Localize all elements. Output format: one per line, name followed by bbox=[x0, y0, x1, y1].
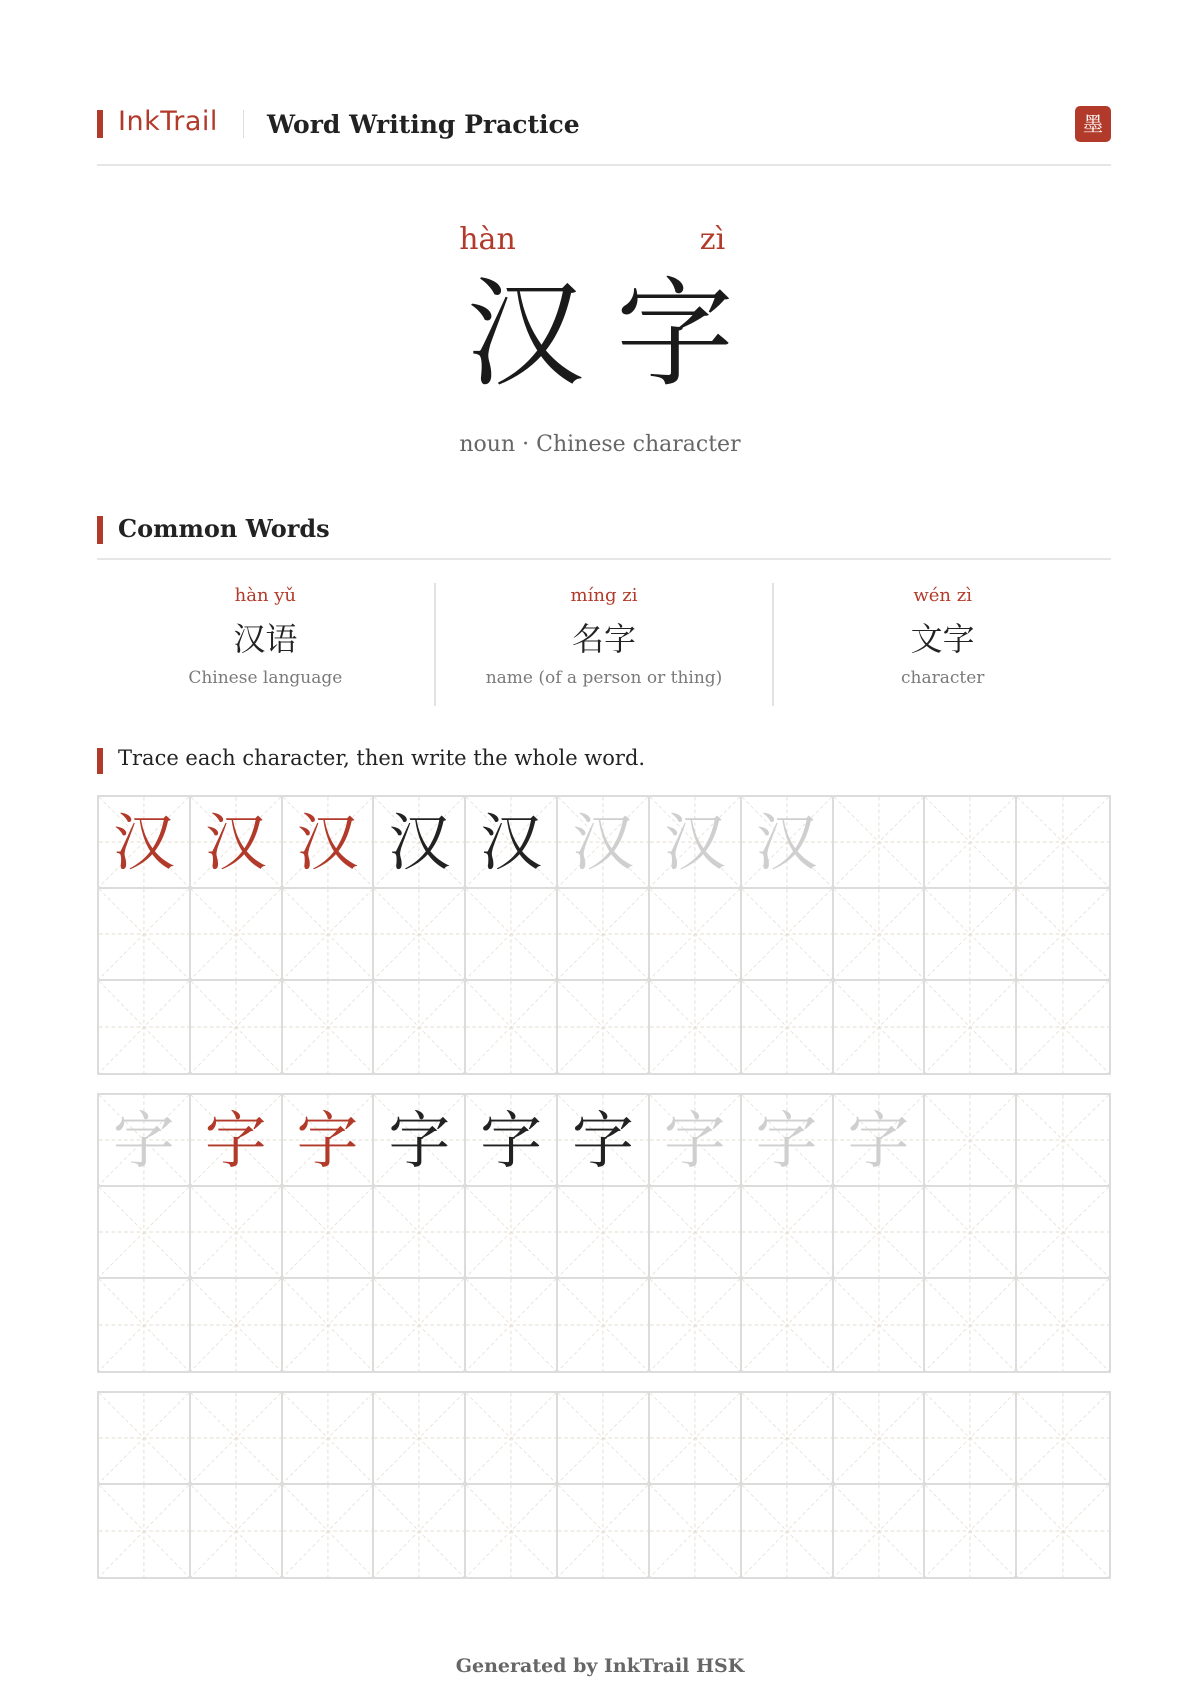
practice-cell bbox=[283, 1279, 375, 1371]
practice-cell bbox=[650, 1393, 742, 1485]
practice-cell bbox=[466, 1279, 558, 1371]
footer-text: Generated by InkTrail HSK bbox=[455, 1655, 745, 1677]
practice-cell bbox=[650, 797, 742, 889]
practice-cell bbox=[925, 1095, 1017, 1187]
practice-cell bbox=[191, 1095, 283, 1187]
trace-character: 字 bbox=[112, 1104, 175, 1177]
common-word-hanzi: 汉语 bbox=[233, 620, 298, 658]
practice-cell bbox=[191, 889, 283, 981]
word-gloss: noun · Chinese character bbox=[459, 432, 741, 457]
practice-cell bbox=[650, 1095, 742, 1187]
practice-cell bbox=[1017, 1393, 1109, 1485]
practice-cell bbox=[558, 1485, 650, 1577]
instruction-text: Trace each character, then write the whole word. bbox=[118, 746, 646, 770]
practice-cell bbox=[925, 1485, 1017, 1577]
practice-cell bbox=[742, 981, 834, 1073]
practice-cell bbox=[558, 981, 650, 1073]
practice-cell bbox=[742, 1393, 834, 1485]
pinyin-1: hàn bbox=[459, 222, 516, 257]
practice-cell bbox=[558, 1095, 650, 1187]
practice-cell bbox=[466, 1485, 558, 1577]
section-title: Common Words bbox=[118, 514, 330, 543]
practice-cell bbox=[650, 1187, 742, 1279]
practice-cell bbox=[191, 1187, 283, 1279]
hanzi-2: 字 bbox=[615, 265, 734, 403]
page-title: Word Writing Practice bbox=[267, 110, 580, 139]
common-word bbox=[774, 583, 1111, 706]
practice-cell bbox=[834, 1279, 926, 1371]
practice-cell bbox=[466, 1393, 558, 1485]
practice-cell bbox=[374, 1485, 466, 1577]
practice-cell bbox=[1017, 1485, 1109, 1577]
practice-cell bbox=[283, 889, 375, 981]
practice-cell bbox=[558, 1279, 650, 1371]
practice-cell bbox=[834, 889, 926, 981]
trace-character: 汉 bbox=[112, 806, 175, 879]
practice-cell bbox=[283, 981, 375, 1073]
pinyin-row bbox=[0, 222, 1200, 257]
pinyin-2: zì bbox=[699, 222, 726, 257]
practice-cell bbox=[466, 1095, 558, 1187]
trace-character: 字 bbox=[847, 1104, 910, 1177]
common-word bbox=[97, 583, 436, 706]
practice-cell bbox=[374, 797, 466, 889]
practice-cell bbox=[742, 889, 834, 981]
practice-cell bbox=[99, 1187, 191, 1279]
common-word bbox=[436, 583, 775, 706]
practice-cell bbox=[191, 1485, 283, 1577]
practice-cell bbox=[1017, 1095, 1109, 1187]
practice-cell bbox=[1017, 797, 1109, 889]
practice-cell bbox=[650, 1485, 742, 1577]
trace-character: 字 bbox=[296, 1104, 359, 1177]
practice-cell bbox=[834, 1485, 926, 1577]
instruction bbox=[97, 746, 1111, 774]
practice-cell bbox=[283, 797, 375, 889]
practice-cell bbox=[283, 1485, 375, 1577]
common-word-meaning: character bbox=[900, 668, 985, 688]
practice-cell bbox=[466, 981, 558, 1073]
practice-cell bbox=[99, 1485, 191, 1577]
practice-cell bbox=[558, 1187, 650, 1279]
trace-character: 汉 bbox=[480, 806, 543, 879]
practice-cell bbox=[466, 1187, 558, 1279]
practice-cell bbox=[834, 1095, 926, 1187]
practice-cell bbox=[191, 981, 283, 1073]
common-word-pinyin: hàn yǔ bbox=[234, 585, 297, 606]
practice-cell bbox=[374, 981, 466, 1073]
practice-grid-3 bbox=[97, 1391, 1111, 1579]
practice-cell bbox=[374, 1095, 466, 1187]
common-words-heading bbox=[97, 512, 1111, 560]
practice-cell bbox=[1017, 1187, 1109, 1279]
practice-cell bbox=[925, 1279, 1017, 1371]
common-word-pinyin: wén zì bbox=[913, 585, 972, 606]
practice-cell bbox=[466, 797, 558, 889]
trace-character: 汉 bbox=[296, 806, 359, 879]
practice-cell bbox=[925, 981, 1017, 1073]
practice-cell bbox=[742, 1485, 834, 1577]
practice-cell bbox=[191, 797, 283, 889]
practice-cell bbox=[834, 1187, 926, 1279]
practice-cell bbox=[283, 1393, 375, 1485]
practice-cell bbox=[650, 981, 742, 1073]
section-accent-bar bbox=[97, 516, 103, 544]
page-header bbox=[97, 98, 1111, 166]
practice-cell bbox=[558, 797, 650, 889]
trace-character: 字 bbox=[755, 1104, 818, 1177]
practice-cell bbox=[191, 1393, 283, 1485]
practice-cell bbox=[283, 1187, 375, 1279]
common-word-meaning: Chinese language bbox=[188, 668, 343, 688]
trace-character: 汉 bbox=[571, 806, 634, 879]
practice-cell bbox=[374, 1187, 466, 1279]
common-word-meaning: name (of a person or thing) bbox=[485, 668, 723, 688]
practice-cell bbox=[925, 797, 1017, 889]
practice-cell bbox=[99, 1095, 191, 1187]
main-word bbox=[0, 222, 1200, 403]
practice-cell bbox=[99, 1279, 191, 1371]
trace-character: 汉 bbox=[204, 806, 267, 879]
practice-cell bbox=[466, 889, 558, 981]
practice-cell bbox=[1017, 981, 1109, 1073]
trace-character: 汉 bbox=[755, 806, 818, 879]
practice-cell bbox=[925, 1187, 1017, 1279]
practice-cell bbox=[283, 1095, 375, 1187]
common-words-list bbox=[97, 583, 1111, 706]
practice-cell bbox=[834, 981, 926, 1073]
practice-cell bbox=[650, 889, 742, 981]
common-word-hanzi: 文字 bbox=[910, 620, 975, 658]
trace-character: 汉 bbox=[663, 806, 726, 879]
practice-cell bbox=[374, 1279, 466, 1371]
hanzi-row bbox=[0, 265, 1200, 403]
practice-cell bbox=[1017, 1279, 1109, 1371]
practice-cell bbox=[650, 1279, 742, 1371]
practice-cell bbox=[558, 1393, 650, 1485]
trace-character: 字 bbox=[663, 1104, 726, 1177]
brand-logo: InkTrail bbox=[118, 106, 218, 137]
brand-accent-bar bbox=[97, 110, 103, 138]
practice-cell bbox=[742, 1279, 834, 1371]
practice-cell bbox=[925, 1393, 1017, 1485]
hanzi-1: 汉 bbox=[465, 265, 584, 403]
practice-cell bbox=[99, 981, 191, 1073]
practice-cell bbox=[99, 797, 191, 889]
practice-cell bbox=[834, 1393, 926, 1485]
practice-cell bbox=[834, 797, 926, 889]
common-word-hanzi: 名字 bbox=[572, 620, 637, 658]
practice-cell bbox=[742, 1187, 834, 1279]
practice-grid-1 bbox=[97, 795, 1111, 1075]
practice-cell bbox=[925, 889, 1017, 981]
practice-cell bbox=[558, 889, 650, 981]
common-word-pinyin: míng zi bbox=[570, 585, 638, 606]
practice-grid-2 bbox=[97, 1093, 1111, 1373]
trace-character: 汉 bbox=[388, 806, 451, 879]
trace-character: 字 bbox=[480, 1104, 543, 1177]
practice-cell bbox=[191, 1279, 283, 1371]
practice-cell bbox=[374, 889, 466, 981]
seal-icon: 墨 bbox=[1075, 106, 1111, 142]
trace-character: 字 bbox=[204, 1104, 267, 1177]
trace-character: 字 bbox=[571, 1104, 634, 1177]
practice-cell bbox=[742, 797, 834, 889]
practice-cell bbox=[99, 889, 191, 981]
section-accent-bar bbox=[97, 748, 103, 774]
practice-cell bbox=[1017, 889, 1109, 981]
header-divider bbox=[243, 110, 244, 138]
practice-cell bbox=[374, 1393, 466, 1485]
trace-character: 字 bbox=[388, 1104, 451, 1177]
practice-cell bbox=[742, 1095, 834, 1187]
practice-cell bbox=[99, 1393, 191, 1485]
